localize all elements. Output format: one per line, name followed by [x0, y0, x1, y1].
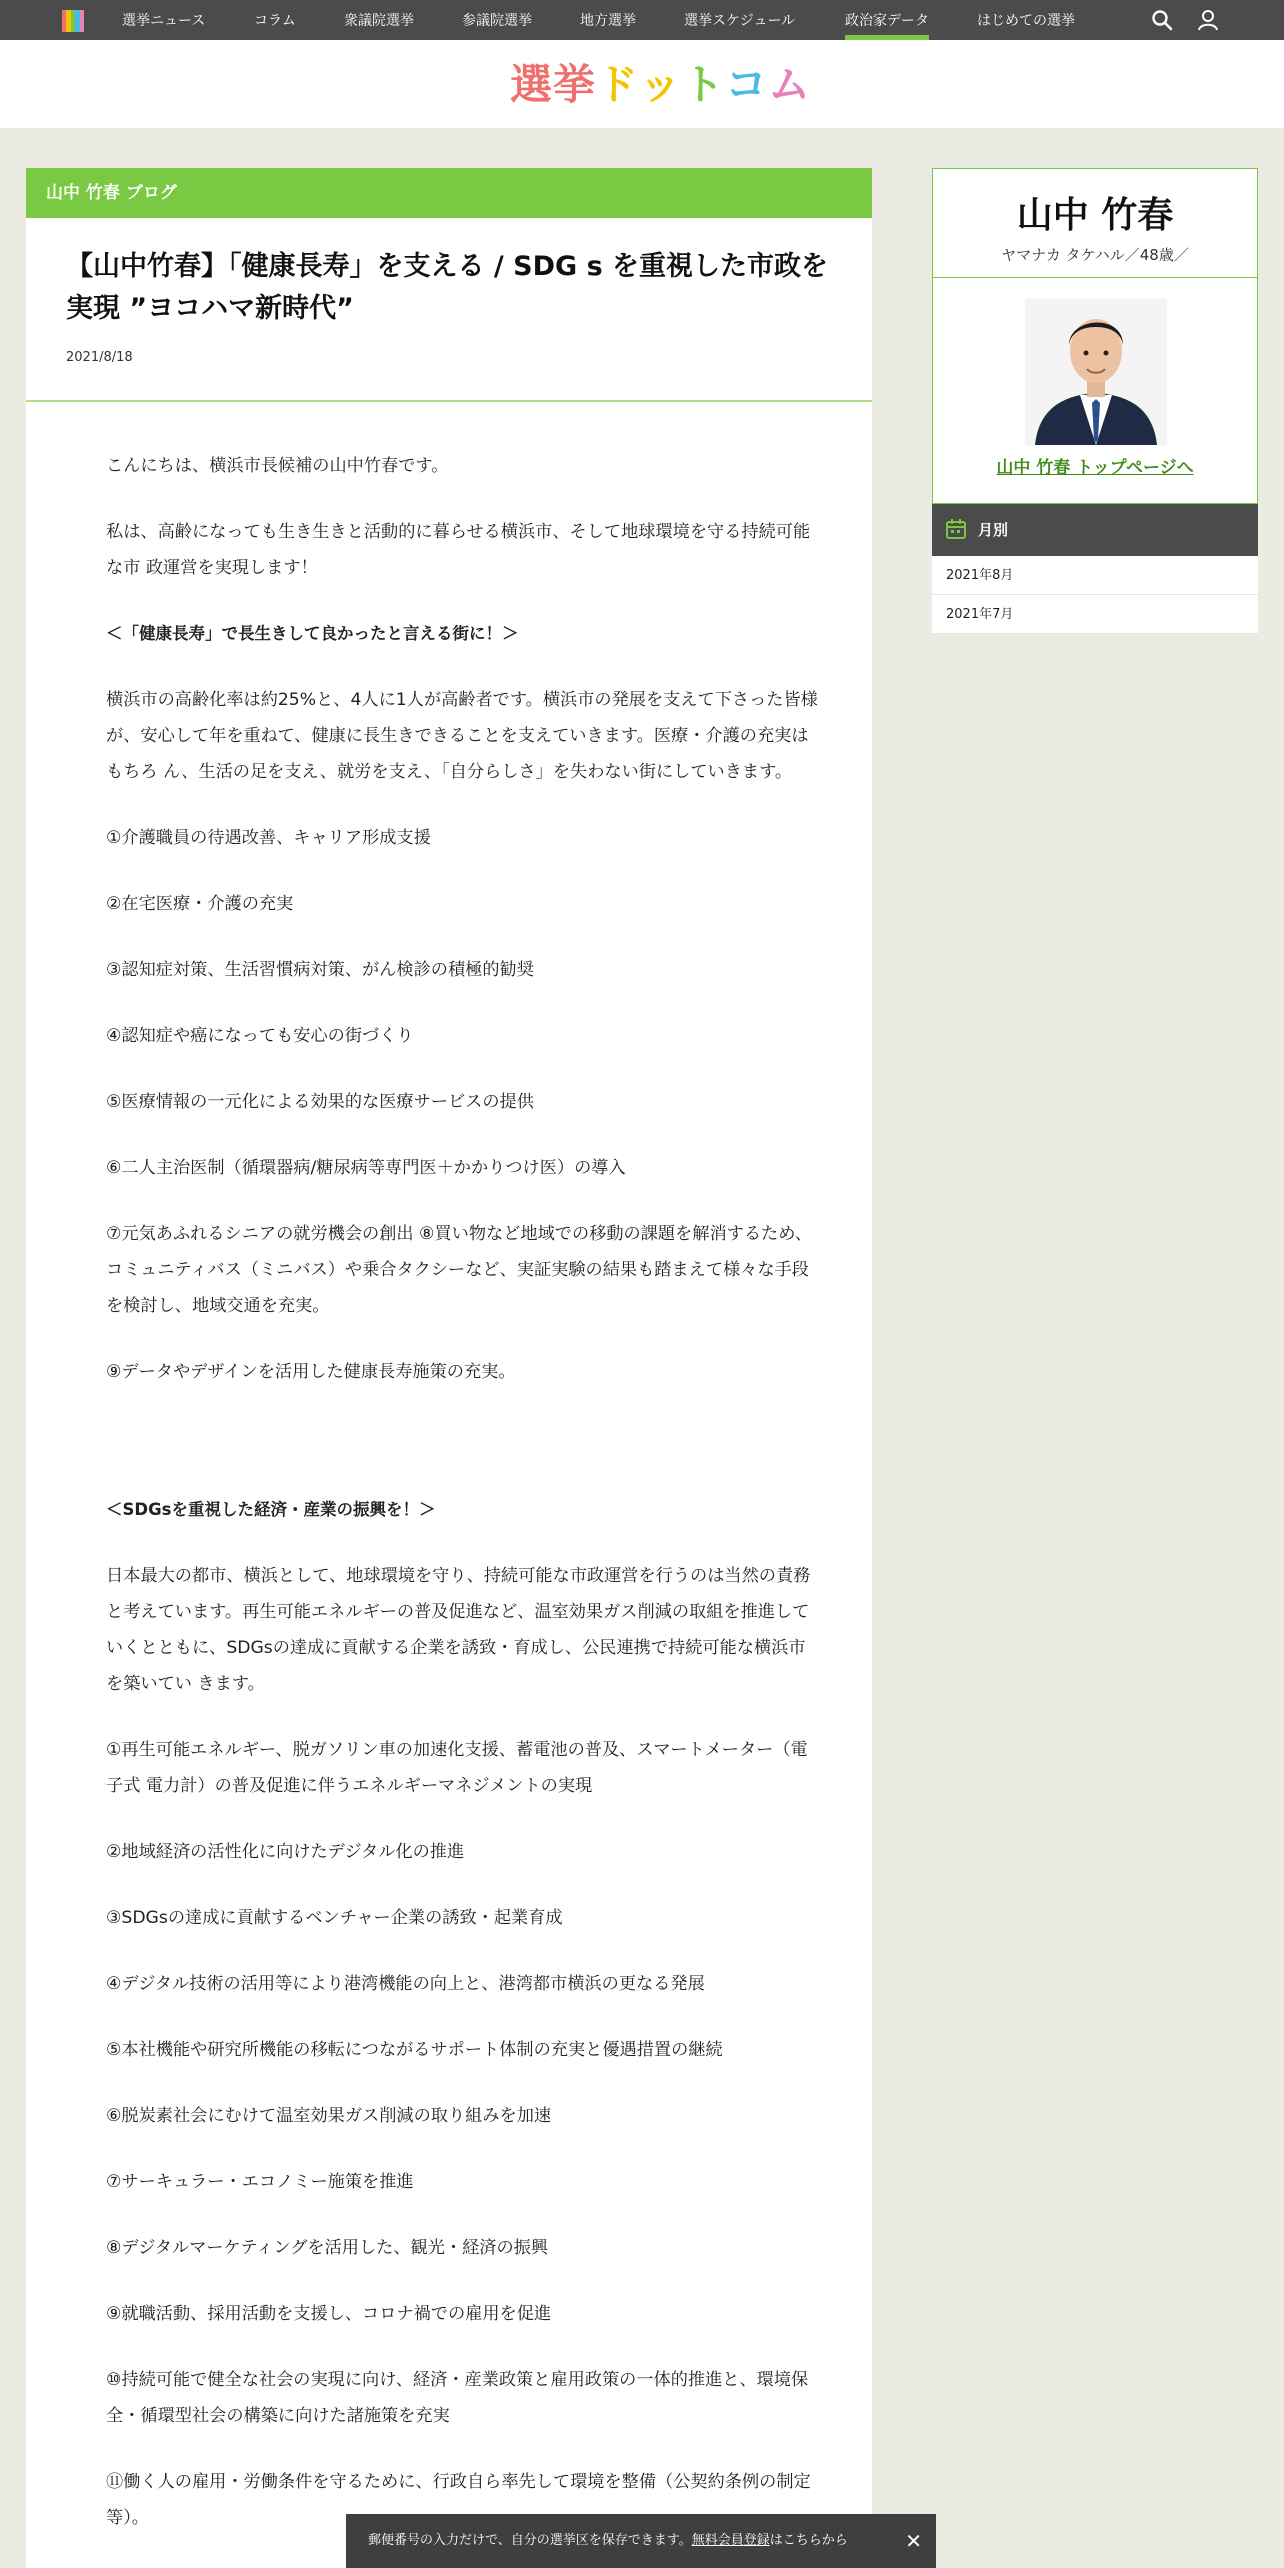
politician-photo [1025, 299, 1167, 445]
archive-title: 月別 [978, 521, 1009, 539]
nav-item-local-elections[interactable]: 地方選挙 [580, 13, 636, 29]
divider [26, 400, 872, 402]
nav-item-first-election[interactable]: はじめての選挙 [977, 13, 1075, 29]
search-icon[interactable] [1150, 8, 1174, 32]
article-paragraph: ①介護職員の待遇改善、キャリア形成支援 [106, 828, 431, 848]
politician-profile-card [932, 168, 1258, 504]
logo-char: ド [596, 60, 640, 109]
calendar-icon [945, 518, 967, 540]
nav-item-election-news[interactable]: 選挙ニュース [122, 13, 206, 29]
article-paragraph: ②在宅医療・介護の充実 [106, 894, 294, 914]
article-paragraph: ⑤医療情報の一元化による効果的な医療サービスの提供 [106, 1092, 534, 1112]
article-date: 2021/8/18 [66, 350, 133, 365]
nav-item-house-of-representatives[interactable]: 衆議院選挙 [344, 13, 414, 29]
divider [933, 277, 1257, 278]
logo-char: ム [768, 60, 812, 109]
article-paragraph: ②地域経済の活性化に向けたデジタル化の推進 [106, 1842, 465, 1862]
article-paragraph: ③SDGsの達成に貢献するベンチャー企業の誘致・起業育成 [106, 1908, 563, 1928]
politician-top-page-link[interactable]: 山中 竹春 トップページへ [996, 458, 1194, 478]
logo-char: コ [725, 60, 769, 109]
article-paragraph: ＜SDGsを重視した経済・産業の振興を！＞ [106, 1500, 436, 1519]
article-card [26, 168, 872, 2568]
article-paragraph: ④デジタル技術の活用等により港湾機能の向上と、港湾都市横浜の更なる発展 [106, 1974, 705, 1994]
article-body [106, 448, 822, 2536]
politician-kana-age: ヤマナカ タケハル／48歳／ [1001, 246, 1189, 264]
logo-char: ト [682, 60, 726, 109]
article-paragraph: こんにちは、横浜市長候補の山中竹春です。 [106, 456, 449, 476]
registration-bar-text-after: はこちらから [769, 2533, 848, 2548]
blog-section-label: 山中 竹春 ブログ [26, 168, 872, 218]
article-paragraph: ⑦元気あふれるシニアの就労機会の創出 ⑧買い物など地域での移動の課題を解消するため、コミュニティバス（ミニバス）や乗合タクシーなど、実証実験の結果も踏まえて様々な手段を検討し、地域交通を充実。 [106, 1224, 812, 1316]
nav-item-column[interactable]: コラム [254, 13, 296, 29]
site-mini-logo-icon[interactable] [62, 10, 84, 32]
free-registration-link[interactable]: 無料会員登録 [691, 2533, 770, 2548]
archive-item-2021-07[interactable]: 2021年7月 [932, 595, 1258, 634]
archive-item-2021-08[interactable]: 2021年8月 [932, 556, 1258, 595]
user-icon[interactable] [1196, 8, 1220, 32]
politician-name: 山中 竹春 [1016, 195, 1174, 236]
article-paragraph: ⑨データやデザインを活用した健康長寿施策の充実。 [106, 1362, 516, 1382]
article-paragraph: ⑨就職活動、採用活動を支援し、コロナ禍での雇用を促進 [106, 2304, 552, 2324]
article-paragraph: ⑧デジタルマーケティングを活用した、観光・経済の振興 [106, 2238, 549, 2258]
registration-bar-text: 郵便番号の入力だけで、自分の選挙区を保存できます。 [368, 2533, 692, 2548]
article-paragraph: 私は、高齢になっても生き生きと活動的に暮らせる横浜市、そして地球環境を守る持続可能な市 政運営を実現します！ [106, 522, 811, 578]
member-registration-bar [346, 2514, 936, 2568]
article-paragraph: ③認知症対策、生活習慣病対策、がん検診の積極的勧奨 [106, 960, 534, 980]
article-paragraph: ⑥脱炭素社会にむけて温室効果ガス削減の取り組みを加速 [106, 2106, 552, 2126]
article-paragraph: ⑪働く人の雇用・労働条件を守るために、行政自ら率先して環境を整備（公契約条例の制定 等）。 [106, 2472, 811, 2528]
logo-char: 選 [510, 60, 554, 109]
article-paragraph: ⑤本社機能や研究所機能の移転につながるサポート体制の充実と優遇措置の継続 [106, 2040, 723, 2060]
politician-portrait-image [1025, 299, 1167, 445]
site-header [0, 40, 1284, 128]
logo-char: 挙 [553, 60, 597, 109]
monthly-archive-header [932, 504, 1258, 556]
article-paragraph: ①再生可能エネルギー、脱ガソリン車の加速化支援、蓄電池の普及、スマートメーター（電子式 電力計）の普及促進に伴うエネルギーマネジメントの実現 [106, 1740, 808, 1796]
article-paragraph: ＜「健康長寿」で長生きして良かったと言える街に！＞ [106, 624, 519, 643]
article-paragraph: 日本最大の都市、横浜として、地球環境を守り、持続可能な市政運営を行うのは当然の責務と考えています。再生可能エネルギーの普及促進など、温室効果ガス削減の取組を推進していくとともに、SDGsの達成に貢献する企業を誘致・育成し、公民連携で持続可能な横浜市を築いてい きます。 [106, 1566, 811, 1694]
article-paragraph: ⑥二人主治医制（循環器病/糖尿病等専門医＋かかりつけ医）の導入 [106, 1158, 626, 1178]
article-paragraph: ④認知症や癌になっても安心の街づくり [106, 1026, 414, 1046]
article-title: 【山中竹春】「健康長寿」を支える / SDG s を重視した市政を実現 ”ヨコハマ新時代” [66, 251, 829, 324]
logo-char: ッ [639, 60, 683, 109]
article-paragraph: ⑦サーキュラー・エコノミー施策を推進 [106, 2172, 414, 2192]
top-navigation [0, 0, 1284, 40]
site-logo[interactable] [510, 62, 811, 108]
article-paragraph: 横浜市の高齢化率は約25%と、4人に1人が高齢者です。横浜市の発展を支えて下さった皆様 が、安心して年を重ねて、健康に長生きできることを支えていきます。医療・介護の充実はもちろ ん、生活の足を支え、就労を支え、「自分らしさ」を失わない街にしていきます。 [106, 690, 818, 782]
nav-item-house-of-councillors[interactable]: 参議院選挙 [462, 13, 532, 29]
close-icon[interactable]: ✕ [905, 2529, 922, 2553]
nav-item-politician-data[interactable]: 政治家データ [845, 0, 929, 40]
article-paragraph: ⑩持続可能で健全な社会の実現に向け、経済・産業政策と雇用政策の一体的推進と、環境保 全・循環型社会の構築に向けた諸施策を充実 [106, 2370, 809, 2426]
nav-item-election-schedule[interactable]: 選挙スケジュール [684, 13, 796, 29]
